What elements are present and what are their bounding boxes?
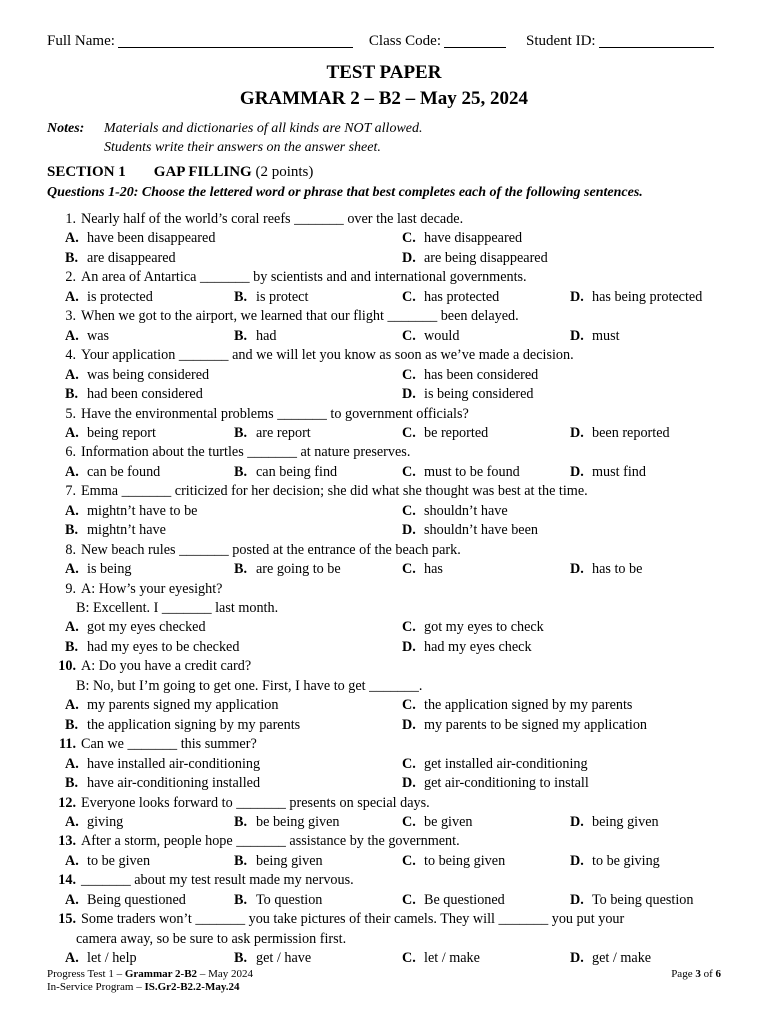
page-current: 3 bbox=[695, 968, 701, 980]
full-name-label: Full Name: bbox=[47, 33, 115, 49]
option-text: to be giving bbox=[592, 852, 660, 869]
question-line bbox=[47, 405, 469, 424]
option-letter: B. bbox=[234, 813, 248, 830]
question-text: A: Do you have a credit card? bbox=[81, 658, 252, 675]
student-info-header bbox=[47, 33, 727, 50]
option-letter: D. bbox=[570, 463, 584, 480]
class-code-blank[interactable] bbox=[444, 33, 506, 48]
section-name: GAP FILLING bbox=[153, 164, 252, 180]
option-letter: B. bbox=[65, 522, 79, 539]
question-line bbox=[47, 910, 624, 929]
option-text: was bbox=[87, 327, 110, 344]
option-text: Be questioned bbox=[424, 891, 505, 908]
answer-option[interactable] bbox=[65, 560, 132, 579]
option-letter: B. bbox=[65, 249, 79, 266]
answer-option[interactable] bbox=[65, 288, 153, 307]
option-text: Being questioned bbox=[87, 891, 186, 908]
option-text: let / make bbox=[424, 950, 480, 967]
option-text: the application signing by my parents bbox=[87, 716, 301, 733]
question-text-continued: B: Excellent. I _______ last month. bbox=[76, 600, 279, 616]
question-number: 10. bbox=[58, 658, 76, 675]
option-text: mightn’t have to be bbox=[87, 502, 198, 519]
option-letter: C. bbox=[402, 950, 416, 967]
option-text: to being given bbox=[424, 852, 506, 869]
class-code-field bbox=[369, 33, 506, 50]
question-number: 2. bbox=[65, 269, 76, 286]
question-line bbox=[47, 346, 574, 365]
answer-option[interactable] bbox=[402, 463, 520, 482]
question-text: After a storm, people hope _______ assistance by the government. bbox=[81, 833, 460, 850]
page-title: TEST PAPER bbox=[326, 62, 442, 83]
question-text: Have the environmental problems _______ to government officials? bbox=[81, 405, 469, 422]
page-of-label: of bbox=[703, 968, 713, 980]
answer-option[interactable] bbox=[234, 813, 340, 832]
answer-option[interactable] bbox=[234, 891, 322, 910]
option-letter: D. bbox=[402, 386, 416, 403]
footer-program-prefix: In-Service Program – bbox=[47, 981, 145, 993]
option-letter: C. bbox=[402, 852, 416, 869]
option-letter: B. bbox=[234, 891, 248, 908]
question-text: Nearly half of the world’s coral reefs _______ over the last decade. bbox=[81, 211, 464, 227]
student-id-field bbox=[526, 33, 714, 50]
answer-option[interactable] bbox=[65, 891, 186, 910]
answer-option[interactable] bbox=[65, 424, 156, 443]
answer-option[interactable] bbox=[234, 560, 341, 579]
question-number: 11. bbox=[59, 736, 76, 753]
notes-line-2: Students write their answers on the answer sheet. bbox=[104, 140, 381, 155]
answer-option[interactable] bbox=[402, 327, 459, 346]
option-text: have air-conditioning installed bbox=[87, 775, 261, 792]
option-letter: C. bbox=[402, 424, 416, 441]
footer-left bbox=[47, 968, 253, 994]
question-number: 8. bbox=[65, 541, 76, 558]
option-letter: A. bbox=[65, 288, 79, 305]
question-line bbox=[47, 735, 257, 754]
full-name-field bbox=[47, 33, 353, 50]
option-text: had my eyes check bbox=[424, 638, 532, 655]
question-text: A: How’s your eyesight? bbox=[81, 580, 223, 597]
question-number: 1. bbox=[65, 211, 76, 227]
question-number: 3. bbox=[65, 308, 76, 325]
option-letter: C. bbox=[402, 502, 416, 519]
question-text: Your application _______ and we will let you know as soon as we’ve made a decision. bbox=[81, 347, 574, 364]
page-label: Page bbox=[671, 968, 693, 980]
option-text: must bbox=[592, 327, 620, 344]
answer-option[interactable] bbox=[234, 327, 277, 346]
question-text-continued: camera away, so be sure to ask permission first. bbox=[76, 930, 347, 947]
option-letter: A. bbox=[65, 366, 79, 383]
option-text: to be given bbox=[87, 852, 151, 869]
answer-option[interactable] bbox=[402, 288, 499, 307]
answer-option[interactable] bbox=[402, 638, 532, 657]
answer-option[interactable] bbox=[570, 288, 702, 307]
answer-option[interactable] bbox=[234, 424, 311, 443]
option-text: are report bbox=[256, 424, 311, 441]
option-letter: B. bbox=[65, 386, 79, 403]
answer-option[interactable] bbox=[570, 813, 659, 832]
question-line bbox=[47, 268, 527, 287]
option-text: have disappeared bbox=[424, 230, 523, 247]
class-code-label: Class Code: bbox=[368, 33, 442, 49]
page-number bbox=[671, 968, 721, 980]
option-letter: C. bbox=[402, 755, 416, 772]
answer-option[interactable] bbox=[570, 852, 660, 871]
option-letter: A. bbox=[65, 424, 79, 441]
option-letter: B. bbox=[65, 638, 79, 655]
option-text: being given bbox=[592, 813, 659, 830]
option-letter: A. bbox=[65, 891, 79, 908]
option-text: can being find bbox=[256, 463, 338, 480]
section-number: SECTION 1 bbox=[47, 164, 126, 180]
answer-option[interactable] bbox=[65, 366, 209, 385]
question-text: Information about the turtles _______ at nature preserves. bbox=[81, 444, 411, 461]
option-text: my parents signed my application bbox=[87, 697, 279, 714]
option-letter: D. bbox=[402, 522, 416, 539]
option-text: are going to be bbox=[256, 561, 341, 578]
option-text: shouldn’t have bbox=[424, 502, 508, 519]
answer-option[interactable] bbox=[402, 229, 522, 248]
option-text: be reported bbox=[424, 424, 489, 441]
footer-program-code: IS.Gr2-B2.2-May.24 bbox=[144, 981, 240, 993]
option-letter: C. bbox=[402, 327, 416, 344]
answer-option[interactable] bbox=[570, 891, 693, 910]
option-letter: C. bbox=[402, 619, 416, 636]
question-number: 6. bbox=[65, 444, 76, 461]
answer-option[interactable] bbox=[402, 502, 508, 521]
option-text: get air-conditioning to install bbox=[424, 775, 589, 792]
option-text: being given bbox=[256, 852, 323, 869]
question-line bbox=[47, 832, 460, 851]
option-letter: A. bbox=[65, 561, 79, 578]
option-letter: B. bbox=[234, 327, 248, 344]
page-total: 6 bbox=[715, 968, 721, 980]
option-letter: A. bbox=[65, 619, 79, 636]
option-text: let / help bbox=[87, 950, 137, 967]
question-line bbox=[47, 580, 222, 599]
answer-option[interactable] bbox=[402, 560, 443, 579]
answer-option[interactable] bbox=[402, 521, 538, 540]
option-letter: D. bbox=[570, 424, 584, 441]
page-subtitle: GRAMMAR 2 – B2 – May 25, 2024 bbox=[239, 88, 529, 109]
option-letter: C. bbox=[402, 230, 416, 247]
option-letter: C. bbox=[402, 891, 416, 908]
answer-option[interactable] bbox=[402, 385, 534, 404]
option-letter: D. bbox=[570, 852, 584, 869]
option-letter: C. bbox=[402, 697, 416, 714]
option-text: mightn’t have bbox=[87, 522, 166, 539]
option-text: giving bbox=[87, 813, 124, 830]
option-text: must find bbox=[592, 463, 646, 480]
option-text: can be found bbox=[87, 463, 161, 480]
question-line bbox=[47, 794, 430, 813]
student-id-label: Student ID: bbox=[526, 33, 596, 49]
answer-option[interactable] bbox=[65, 696, 279, 715]
question-line bbox=[47, 210, 463, 229]
option-text: got my eyes checked bbox=[87, 619, 206, 636]
option-text: had bbox=[256, 327, 277, 344]
option-letter: C. bbox=[402, 813, 416, 830]
answer-option[interactable] bbox=[402, 696, 632, 715]
option-letter: A. bbox=[65, 852, 79, 869]
answer-option[interactable] bbox=[402, 891, 505, 910]
answer-option[interactable] bbox=[402, 366, 538, 385]
option-letter: A. bbox=[65, 697, 79, 714]
answer-option[interactable] bbox=[570, 327, 620, 346]
option-letter: B. bbox=[234, 852, 248, 869]
option-letter: C. bbox=[402, 288, 416, 305]
option-letter: A. bbox=[65, 502, 79, 519]
question-text-continued: B: No, but I’m going to get one. First, I have to get _______. bbox=[76, 677, 423, 694]
option-letter: D. bbox=[570, 561, 584, 578]
option-letter: D. bbox=[402, 249, 416, 266]
option-text: been reported bbox=[592, 424, 670, 441]
option-letter: D. bbox=[402, 638, 416, 655]
answer-option[interactable] bbox=[234, 949, 311, 968]
option-text: have installed air-conditioning bbox=[87, 755, 261, 772]
answer-option[interactable] bbox=[65, 502, 197, 521]
answer-option[interactable] bbox=[65, 249, 176, 268]
option-text: being report bbox=[87, 424, 156, 441]
answer-option[interactable] bbox=[402, 755, 588, 774]
question-number: 5. bbox=[65, 405, 76, 422]
answer-option[interactable] bbox=[402, 774, 589, 793]
footer-test-prefix: Progress Test 1 – bbox=[47, 968, 125, 980]
notes bbox=[47, 119, 423, 157]
answer-option[interactable] bbox=[570, 424, 670, 443]
question-text: Emma _______ criticized for her decision; she did what she thought was best at the time. bbox=[81, 483, 588, 500]
question-number: 4. bbox=[65, 347, 76, 364]
option-text: has been considered bbox=[424, 366, 539, 383]
question-text: Some traders won’t _______ you take pictures of their camels. They will _______ you put your bbox=[81, 911, 625, 928]
option-letter: A. bbox=[65, 813, 79, 830]
option-text: has bbox=[424, 561, 443, 578]
option-letter: B. bbox=[65, 716, 79, 733]
answer-option[interactable] bbox=[570, 560, 642, 579]
option-letter: B. bbox=[234, 561, 248, 578]
option-text: had been considered bbox=[87, 386, 203, 403]
option-text: are disappeared bbox=[87, 249, 176, 266]
option-text: has protected bbox=[424, 288, 500, 305]
answer-option[interactable] bbox=[65, 949, 137, 968]
option-text: has to be bbox=[592, 561, 643, 578]
option-letter: B. bbox=[234, 288, 248, 305]
option-text: is being bbox=[87, 561, 132, 578]
option-text: get installed air-conditioning bbox=[424, 755, 588, 772]
option-text: get / make bbox=[592, 950, 652, 967]
answer-option[interactable] bbox=[234, 288, 308, 307]
option-text: got my eyes to check bbox=[424, 619, 544, 636]
section-heading bbox=[47, 164, 313, 181]
question-number: 12. bbox=[58, 794, 76, 811]
question-number: 14. bbox=[58, 872, 76, 889]
option-text: To being question bbox=[592, 891, 694, 908]
answer-option[interactable] bbox=[402, 716, 647, 735]
question-line bbox=[47, 657, 251, 676]
option-text: have been disappeared bbox=[87, 230, 216, 247]
answer-option[interactable] bbox=[402, 852, 505, 871]
option-letter: A. bbox=[65, 950, 79, 967]
question-text: _______ about my test result made my nervous. bbox=[81, 872, 354, 889]
option-letter: D. bbox=[570, 950, 584, 967]
question-text: Can we _______ this summer? bbox=[81, 736, 257, 753]
option-letter: C. bbox=[402, 366, 416, 383]
question-number: 9. bbox=[65, 580, 76, 597]
option-letter: B. bbox=[65, 775, 79, 792]
option-letter: D. bbox=[570, 813, 584, 830]
option-letter: A. bbox=[65, 463, 79, 480]
notes-line-1: Materials and dictionaries of all kinds are NOT allowed. bbox=[104, 121, 423, 136]
answer-option[interactable] bbox=[570, 949, 651, 968]
option-text: be being given bbox=[256, 813, 340, 830]
section-instruction: Questions 1-20: Choose the lettered word or phrase that best completes each of the following sentences. bbox=[47, 185, 643, 200]
option-text: my parents to be signed my application bbox=[424, 716, 648, 733]
answer-option[interactable] bbox=[65, 521, 166, 540]
option-letter: B. bbox=[234, 950, 248, 967]
option-text: the application signed by my parents bbox=[424, 697, 633, 714]
option-text: would bbox=[424, 327, 460, 344]
question-text: New beach rules _______ posted at the entrance of the beach park. bbox=[81, 541, 461, 558]
answer-option[interactable] bbox=[65, 716, 300, 735]
section-points: (2 points) bbox=[255, 164, 314, 180]
question-line bbox=[47, 443, 410, 462]
footer-test-date: – May 2024 bbox=[197, 968, 253, 980]
answer-option[interactable] bbox=[402, 249, 548, 268]
question-number: 7. bbox=[65, 483, 76, 500]
answer-option[interactable] bbox=[402, 949, 480, 968]
option-text: be given bbox=[424, 813, 473, 830]
answer-option[interactable] bbox=[65, 755, 260, 774]
student-id-blank[interactable] bbox=[599, 33, 714, 48]
answer-option[interactable] bbox=[402, 424, 488, 443]
question-text: Everyone looks forward to _______ presents on special days. bbox=[81, 794, 430, 811]
option-letter: D. bbox=[570, 327, 584, 344]
answer-option[interactable] bbox=[402, 618, 544, 637]
option-text: is protected bbox=[87, 288, 153, 305]
option-letter: C. bbox=[402, 561, 416, 578]
option-text: has being protected bbox=[592, 288, 703, 305]
question-line bbox=[47, 871, 354, 890]
option-text: must to be found bbox=[424, 463, 520, 480]
answer-option[interactable] bbox=[65, 638, 239, 657]
option-letter: D. bbox=[402, 775, 416, 792]
option-letter: D. bbox=[570, 891, 584, 908]
option-text: are being disappeared bbox=[424, 249, 548, 266]
option-letter: B. bbox=[234, 463, 248, 480]
option-text: is protect bbox=[256, 288, 309, 305]
option-letter: A. bbox=[65, 755, 79, 772]
option-letter: D. bbox=[402, 716, 416, 733]
option-letter: D. bbox=[570, 288, 584, 305]
answer-option[interactable] bbox=[402, 813, 472, 832]
footer-test-name: Grammar 2-B2 bbox=[124, 968, 198, 980]
answer-option[interactable] bbox=[65, 813, 123, 832]
notes-label: Notes: bbox=[47, 121, 85, 136]
option-text: get / have bbox=[256, 950, 312, 967]
answer-option[interactable] bbox=[65, 463, 160, 482]
question-line bbox=[47, 307, 519, 326]
answer-option[interactable] bbox=[65, 229, 215, 248]
answer-option[interactable] bbox=[65, 774, 260, 793]
answer-option[interactable] bbox=[65, 327, 109, 346]
option-text: shouldn’t have been bbox=[424, 522, 538, 539]
option-text: is being considered bbox=[424, 386, 534, 403]
option-text: had my eyes to be checked bbox=[87, 638, 240, 655]
answer-option[interactable] bbox=[65, 852, 150, 871]
question-number: 15. bbox=[58, 911, 76, 928]
full-name-blank[interactable] bbox=[118, 33, 353, 48]
answer-option[interactable] bbox=[570, 463, 646, 482]
answer-option[interactable] bbox=[65, 385, 203, 404]
option-letter: A. bbox=[65, 327, 79, 344]
answer-option[interactable] bbox=[234, 463, 337, 482]
question-line bbox=[47, 482, 588, 501]
option-letter: C. bbox=[402, 463, 416, 480]
option-letter: B. bbox=[234, 424, 248, 441]
option-text: To question bbox=[256, 891, 323, 908]
question-number: 13. bbox=[58, 833, 76, 850]
option-letter: A. bbox=[65, 230, 79, 247]
answer-option[interactable] bbox=[234, 852, 323, 871]
answer-option[interactable] bbox=[65, 618, 206, 637]
question-text: An area of Antartica _______ by scientists and and international governments. bbox=[81, 269, 527, 286]
option-text: was being considered bbox=[87, 366, 210, 383]
question-text: When we got to the airport, we learned that our flight _______ been delayed. bbox=[81, 308, 519, 325]
question-line bbox=[47, 541, 461, 560]
